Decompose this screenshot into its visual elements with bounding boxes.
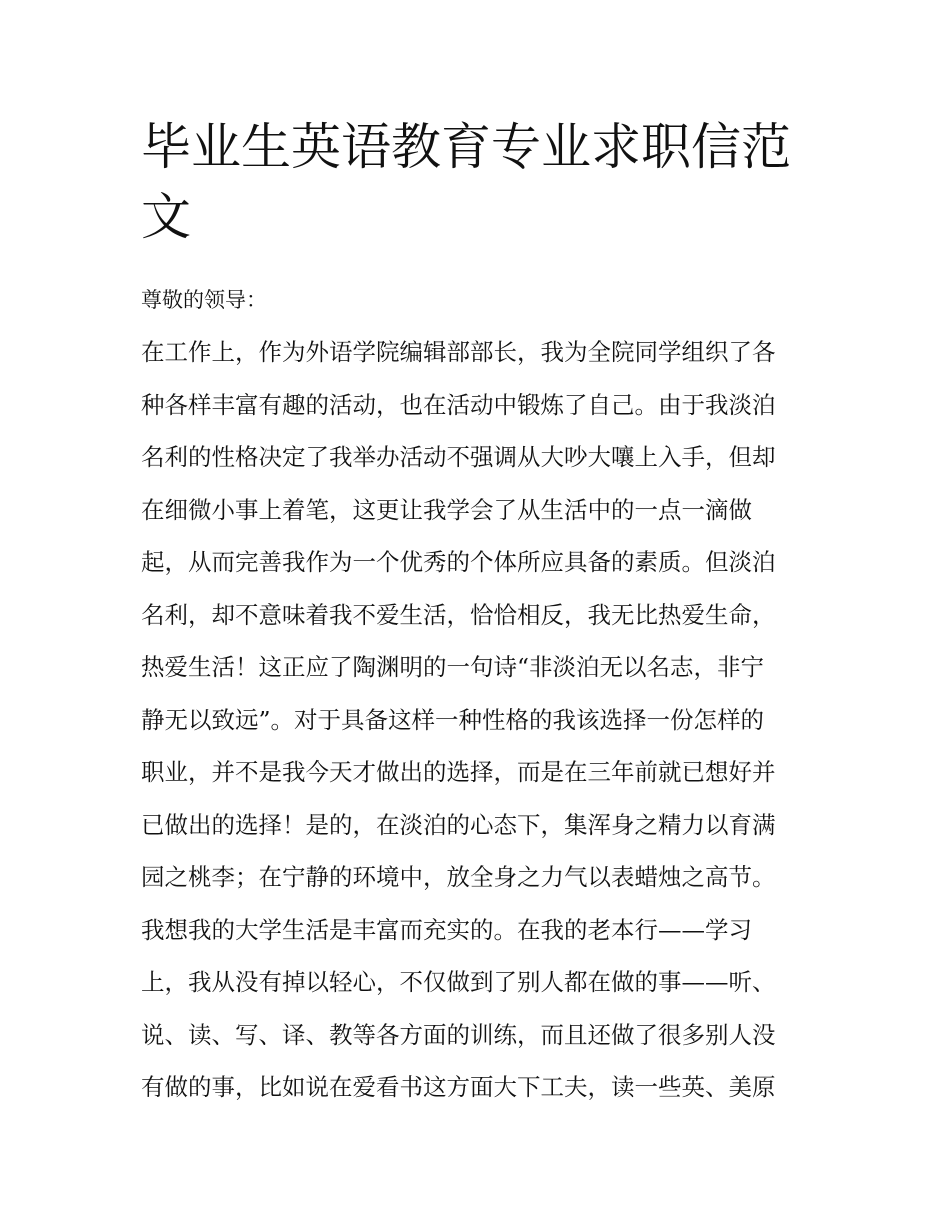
- text-line: 说、读、写、译、教等各方面的训练，而且还做了很多别人没: [141, 1020, 776, 1049]
- text-line: 热爱生活！这正应了陶渊明的一句诗“非淡泊无以名志，非宁: [141, 653, 765, 681]
- title-line: 毕业生英语教育专业求职信范: [141, 118, 791, 176]
- text-line: 在细微小事上着笔，这更让我学会了从生活中的一点一滴做: [141, 495, 752, 524]
- salutation: 尊敬的领导：: [141, 288, 267, 312]
- text-line: 我想我的大学生活是丰富而充实的。在我的老本行——学习: [141, 915, 752, 944]
- text-line: 名利的性格决定了我举办活动不强调从大吵大嚷上入手，但却: [141, 443, 776, 471]
- text-line: 静无以致远”。对于具备这样一种性格的我该选择一份怎样的: [141, 705, 765, 734]
- title-line: 文: [141, 188, 191, 246]
- text-line: 已做出的选择！是的，在淡泊的心态下，集浑身之精力以育满: [141, 810, 776, 839]
- text-line: 职业，并不是我今天才做出的选择，而是在三年前就已想好并: [141, 758, 776, 786]
- text-line: 名利，却不意味着我不爱生活，恰恰相反，我无比热爱生命，: [141, 600, 776, 629]
- body-paragraph: [141, 332, 821, 1120]
- text-line: 上，我从没有掉以轻心，不仅做到了别人都在做的事——听、: [141, 968, 776, 996]
- text-line: 在工作上，作为外语学院编辑部部长，我为全院同学组织了各: [141, 338, 776, 366]
- text-line: 有做的事，比如说在爱看书这方面大下工夫，读一些英、美原: [141, 1073, 776, 1101]
- text-line: 起，从而完善我作为一个优秀的个体所应具备的素质。但淡泊: [141, 548, 776, 576]
- page-title: [141, 112, 821, 252]
- text-line: 种各样丰富有趣的活动，也在活动中锻炼了自己。由于我淡泊: [141, 390, 776, 419]
- text-line: 园之桃李；在宁静的环境中，放全身之力气以表蜡烛之高节。: [141, 863, 776, 891]
